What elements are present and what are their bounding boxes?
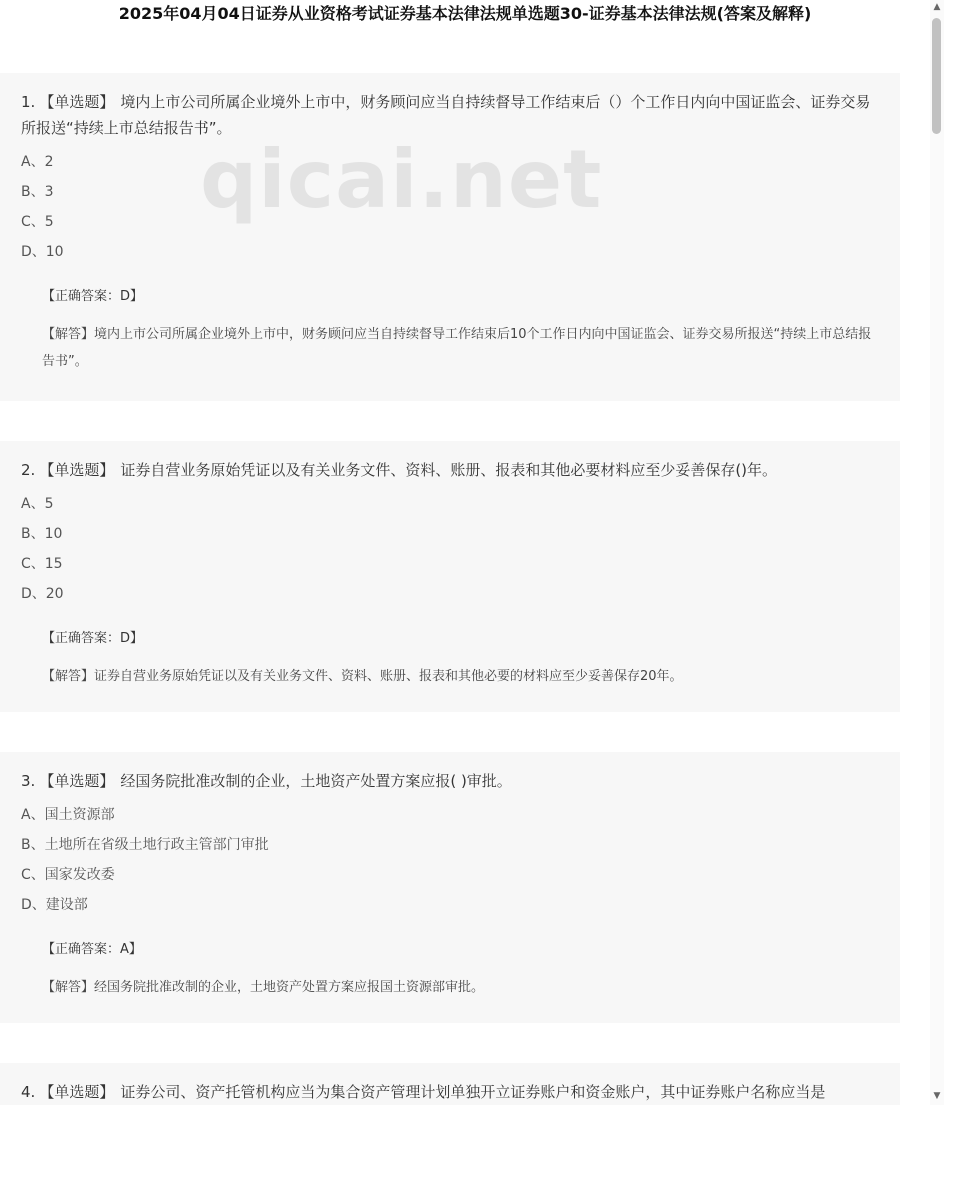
question-number: 1. xyxy=(21,93,36,111)
question-card xyxy=(0,752,900,1023)
option-b: B、10 xyxy=(21,526,63,542)
question-stem xyxy=(21,89,878,141)
option-a: A、2 xyxy=(21,154,54,170)
scroll-up-icon[interactable]: ▲ xyxy=(933,2,941,12)
vertical-scrollbar[interactable] xyxy=(930,0,944,1105)
option-a: A、国土资源部 xyxy=(21,807,115,823)
option-d: D、20 xyxy=(21,586,64,602)
question-text: 证券自营业务原始凭证以及有关业务文件、资料、账册、报表和其他必要材料应至少妥善保存()年。 xyxy=(120,461,778,479)
option-c: C、5 xyxy=(21,214,54,230)
question-type: 【单选题】 xyxy=(39,772,115,790)
option-b: B、土地所在省级土地行政主管部门审批 xyxy=(21,837,269,853)
answer-explanation: 【解答】经国务院批准改制的企业，土地资产处置方案应报国土资源部审批。 xyxy=(42,980,485,995)
scrollbar-thumb[interactable] xyxy=(932,18,941,134)
scroll-down-icon[interactable]: ▼ xyxy=(933,1091,941,1101)
answer-explanation: 【解答】境内上市公司所属企业境外上市中，财务顾问应当自持续督导工作结束后10个工作日内向中国证监会、证券交易所报送“持续上市总结报告书”。 xyxy=(42,327,872,369)
question-card xyxy=(0,1063,900,1105)
correct-answer: 【正确答案：D】 xyxy=(42,631,144,646)
answer-explanation: 【解答】证券自营业务原始凭证以及有关业务文件、资料、账册、报表和其他必要的材料应至少妥善保存20年。 xyxy=(42,669,683,684)
question-type: 【单选题】 xyxy=(39,93,115,111)
question-type: 【单选题】 xyxy=(39,461,115,479)
question-number: 2. xyxy=(21,461,36,479)
option-c: C、国家发改委 xyxy=(21,867,115,883)
question-text: 境内上市公司所属企业境外上市中，财务顾问应当自持续督导工作结束后（）个工作日内向中国证监会、证券交易所报送“持续上市总结报告书”。 xyxy=(21,93,871,137)
question-stem xyxy=(21,768,878,794)
option-d: D、建设部 xyxy=(21,897,88,913)
correct-answer: 【正确答案：D】 xyxy=(42,289,144,304)
correct-answer: 【正确答案：A】 xyxy=(42,942,142,957)
question-card xyxy=(0,73,900,401)
option-c: C、15 xyxy=(21,556,63,572)
question-type: 【单选题】 xyxy=(39,1083,115,1101)
page-title: 2025年04月04日证券从业资格考试证券基本法律法规单选题30-证券基本法律法规(答案及解释) xyxy=(118,4,812,23)
question-text: 证券公司、资产托管机构应当为集合资产管理计划单独开立证券账户和资金账户，其中证券账户名称应当是 xyxy=(120,1083,826,1101)
question-stem xyxy=(21,1079,878,1105)
option-b: B、3 xyxy=(21,184,54,200)
option-a: A、5 xyxy=(21,496,54,512)
option-d: D、10 xyxy=(21,244,64,260)
question-number: 3. xyxy=(21,772,36,790)
question-card xyxy=(0,441,900,712)
question-number: 4. xyxy=(21,1083,36,1101)
question-stem xyxy=(21,457,878,483)
question-text: 经国务院批准改制的企业，土地资产处置方案应报( )审批。 xyxy=(120,772,512,790)
